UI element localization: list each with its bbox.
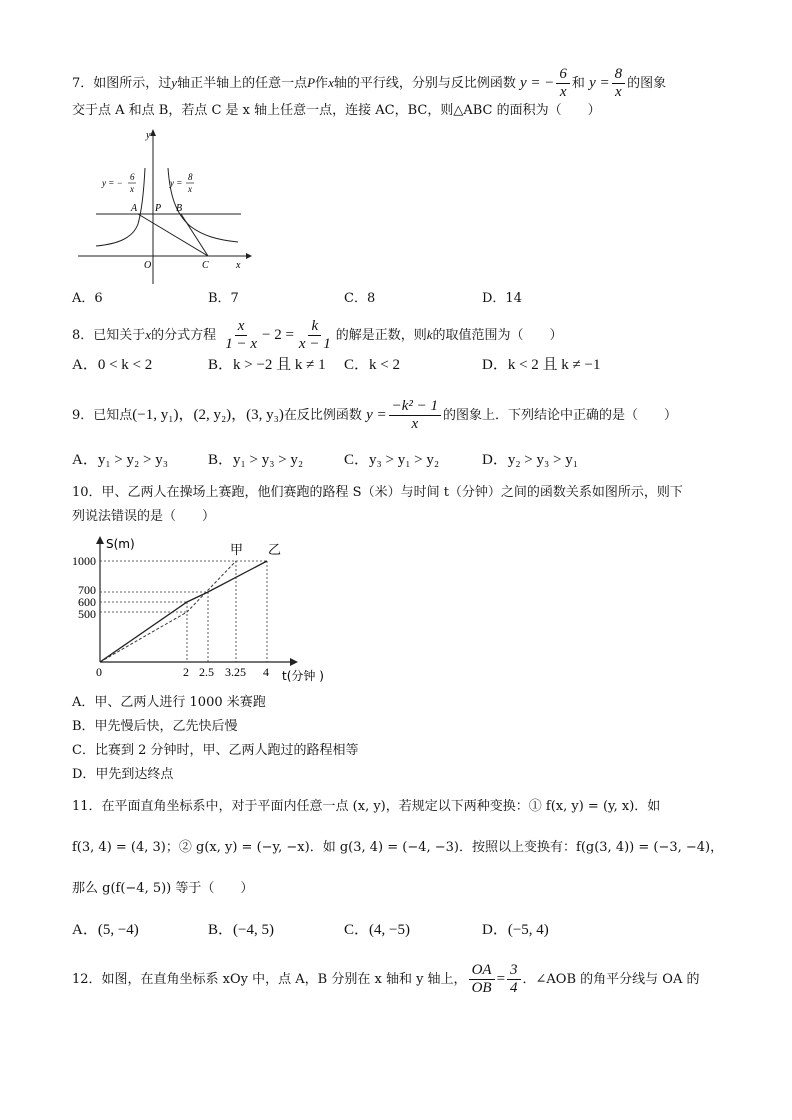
func2-fraction (612, 66, 626, 101)
q7-text: 如图所示，过 (93, 76, 172, 91)
q9-stem (72, 398, 677, 433)
series-jia (100, 561, 236, 662)
func2-numerator: 8 (612, 66, 626, 84)
q8-fraction-2 (296, 318, 334, 353)
q12-fraction-2 (507, 962, 521, 997)
q7-stem-line1 (72, 66, 666, 101)
q7-text: 的图象 (627, 76, 667, 91)
q8-option-b[interactable]: B．k > −2 且 k ≠ 1 (208, 357, 326, 373)
q12-stem (72, 962, 699, 997)
q8-options (72, 355, 712, 375)
q8-minus-two: − 2 = (262, 327, 294, 343)
curve1-label: y = − (102, 178, 123, 188)
q12-text: 12．如图，在直角坐标系 xOy 中，点 A，B 分别在 x 轴和 y 轴上， (72, 972, 467, 987)
series-yi (100, 561, 267, 662)
point-b-label: B (176, 203, 183, 214)
q9-func-numerator: −k² − 1 (389, 398, 441, 416)
q8-stem (72, 318, 563, 353)
q9-func-fraction (389, 398, 441, 433)
q10-stem-line1: 10．甲、乙两人在操场上赛跑，他们赛跑的路程 S（米）与时间 t（分钟）之间的函数关系如图所示，则下 (72, 485, 683, 500)
origin-label: O (144, 260, 152, 271)
func2-denominator: x (615, 84, 622, 100)
q9-option-d[interactable]: D．y₂ > y₃ > y₁ (482, 452, 578, 468)
q10-race-chart (72, 534, 337, 686)
q12-frac2-denominator: 4 (510, 980, 518, 996)
q8-text: 的取值范围为（ ） (432, 328, 563, 343)
y-tick-1000: 1000 (72, 554, 96, 568)
func1-denominator: x (559, 84, 567, 100)
q10-option-c[interactable]: C．比赛到 2 分钟时，甲、乙两人跑过的路程相等 (72, 743, 359, 758)
point-a-label: A (131, 203, 138, 214)
var-k: k (426, 327, 433, 342)
y-tick-600: 600 (78, 595, 96, 609)
q7-text: 轴的平行线，分别与反比例函数 (333, 76, 516, 91)
q8-frac1-denominator: 1 − x (225, 336, 257, 352)
x-axis-label: t(分钟 ) (282, 669, 324, 683)
q9-func-denominator: x (411, 416, 419, 432)
q11-options (72, 920, 712, 940)
var-p: P (307, 75, 316, 90)
q9-text: 的图象上．下列结论中正确的是（ ） (443, 408, 678, 423)
point-p-label: P (155, 203, 162, 214)
q12-frac1-denominator: OB (471, 980, 492, 996)
x-tick-0: 0 (96, 665, 102, 679)
q7-hyperbola-figure (78, 128, 253, 286)
q12-fraction-1 (469, 962, 495, 997)
q9-text: 9．已知点 (72, 408, 133, 423)
x-tick-3-25: 3.25 (225, 665, 246, 679)
q9-text: 在反比例函数 (283, 408, 362, 423)
guide-lines (100, 561, 267, 662)
x-tick-4: 4 (263, 665, 269, 679)
curve2-label-num: 8 (188, 172, 193, 182)
q7-text: 作 (315, 76, 329, 91)
segment-bc (181, 214, 208, 256)
x-axis-label: x (236, 260, 241, 271)
y-tick-700: 700 (78, 583, 96, 597)
q9-option-a[interactable]: A．y₁ > y₂ > y₃ (72, 452, 168, 468)
q8-frac2-denominator: x − 1 (298, 336, 331, 352)
q7-option-b[interactable]: B．7 (208, 291, 239, 306)
q7-text: 轴正半轴上的任意一点 (177, 76, 308, 91)
curve2-label-den: x (188, 184, 192, 194)
q9-points: (−1, y₁)，(2, y₂)，(3, y₃) (132, 407, 284, 423)
q10-option-d[interactable]: D．甲先到达终点 (72, 767, 174, 782)
q12-equals: = (496, 971, 506, 987)
y-axis-label: S(m) (106, 537, 135, 551)
q11-stem-line1: 11．在平面直角坐标系中，对于平面内任意一点 (x, y)，若规定以下两种变换：① f(x, y) = (y, x)．如 (72, 799, 661, 814)
q11-stem-line2: f(3, 4) = (4, 3)；② g(x, y) = (−y, −x)．如 g(3, 4) = (−4, −3)．按照以上变换有：f(g(3, 4)) = (−3, −4)， (72, 840, 724, 855)
q9-func-lhs: y = (366, 407, 387, 423)
q7-options (72, 289, 712, 309)
q8-number: 8．已知关于 (72, 328, 146, 343)
var-y: y (171, 75, 178, 90)
curve2-label: y = (170, 178, 183, 188)
x-tick-2: 2 (183, 665, 189, 679)
q9-options (72, 450, 712, 470)
q12-text: ．∠AOB 的角平分线与 OA 的 (522, 972, 700, 987)
x-axis-arrow (290, 658, 298, 666)
label-yi: 乙 (268, 543, 282, 558)
point-c-label: C (202, 260, 209, 271)
q9-option-b[interactable]: B．y₁ > y₃ > y₂ (208, 452, 304, 468)
q9-option-c[interactable]: C．y₃ > y₁ > y₂ (344, 452, 440, 468)
q7-stem-line2: 交于点 A 和点 B，若点 C 是 x 轴上任意一点，连接 AC，BC，则△ABC 的面积为（ ） (72, 103, 601, 118)
y-axis-arrow (96, 536, 104, 544)
var-x: x (328, 75, 334, 90)
curve1-label-num: 6 (130, 172, 135, 182)
y-axis-arrow (150, 129, 156, 136)
curve1-label-den: x (130, 184, 134, 194)
q8-option-a[interactable]: A．0 < k < 2 (72, 357, 153, 373)
func2-lhs: y = (589, 75, 610, 91)
q11-option-b[interactable]: B．(−4, 5) (208, 922, 274, 938)
x-tick-2-5: 2.5 (199, 665, 214, 679)
q11-option-c[interactable]: C．(4, −5) (344, 922, 410, 938)
q10-stem-line2: 列说法错误的是（ ） (72, 509, 216, 524)
q11-stem-line3: 那么 g(f(−4, 5)) 等于（ ） (72, 881, 254, 896)
q10-option-b[interactable]: B．甲先慢后快，乙先快后慢 (72, 719, 238, 734)
q7-number: 7． (72, 76, 94, 91)
q8-text: 的分式方程 (151, 328, 217, 343)
label-jia: 甲 (230, 543, 244, 558)
q10-option-a[interactable]: A．甲、乙两人进行 1000 米赛跑 (72, 695, 266, 710)
x-axis-arrow (246, 253, 252, 259)
var-x: x (145, 327, 152, 342)
q11-option-a[interactable]: A．(5, −4) (72, 922, 139, 938)
q11-option-d[interactable]: D．(−5, 4) (482, 922, 549, 938)
q8-frac1-numerator: x (235, 318, 248, 336)
y-tick-500: 500 (78, 607, 96, 621)
func1-lhs: y = − (520, 75, 555, 91)
q8-frac2-numerator: k (308, 318, 321, 336)
segment-ac (138, 214, 208, 256)
q12-frac2-numerator: 3 (507, 962, 521, 980)
q7-option-c[interactable]: C．8 (344, 291, 376, 306)
q7-text: 和 (571, 76, 585, 91)
q7-option-d[interactable]: D．14 (482, 291, 522, 306)
func1-fraction (556, 66, 570, 101)
q8-text: 的解是正数，则 (335, 328, 427, 343)
func1-numerator: 6 (556, 66, 570, 84)
q8-option-c[interactable]: C．k < 2 (344, 357, 400, 373)
q12-frac1-numerator: OA (469, 962, 495, 980)
q8-option-d[interactable]: D．k < 2 且 k ≠ −1 (482, 357, 601, 373)
q7-option-a[interactable]: A．6 (72, 291, 103, 306)
q8-fraction-1 (222, 318, 260, 353)
y-axis-label: y (146, 130, 151, 141)
